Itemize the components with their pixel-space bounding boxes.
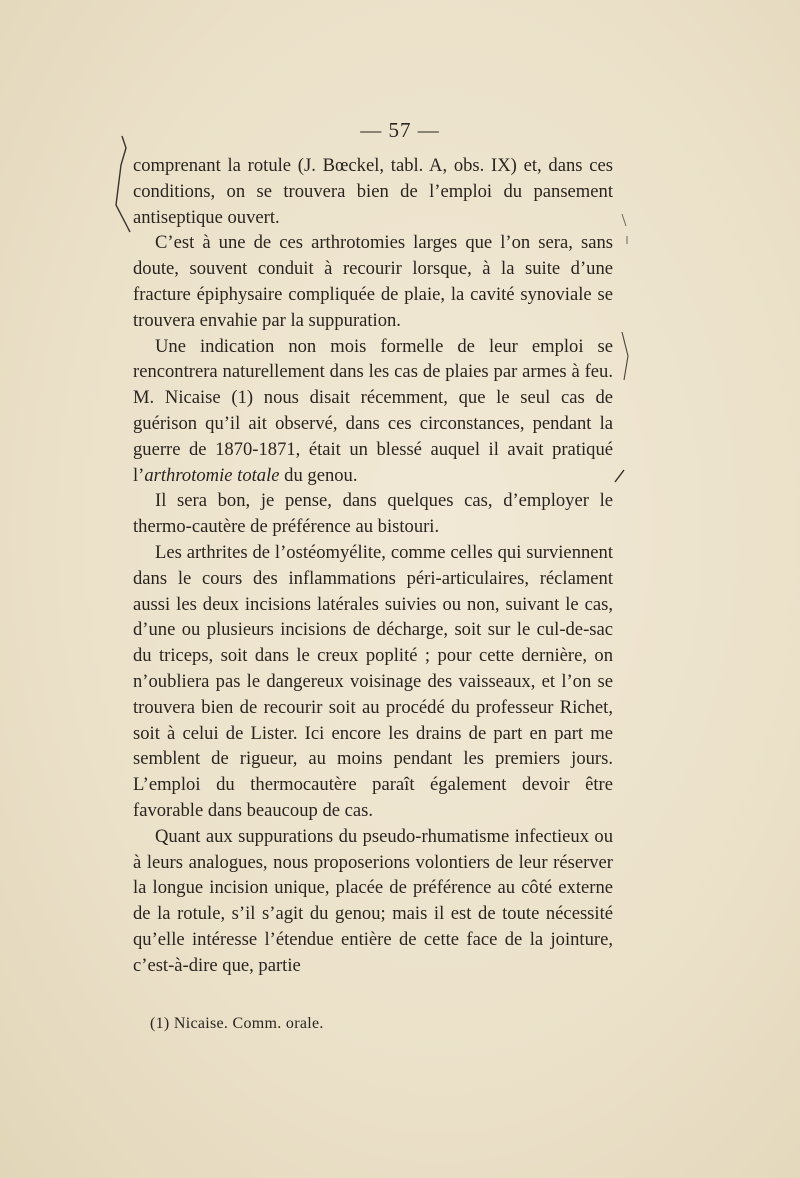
paragraph-4: Il sera bon, je pense, dans quelques cas, d’employer le thermo-cautère de préférence au bistouri.	[133, 490, 613, 538]
paragraph-2: C’est à une de ces arthrotomies larges que l’on sera, sans doute, souvent conduit à recourir lorsque, à la suite d’une fracture épiphysaire compliquée de plaie, la cavité synoviale se trouvera envahie par la suppuration.	[133, 232, 613, 331]
paragraph-3	[133, 334, 613, 489]
paragraph-1: comprenant la rotule (J. Bœckel, tabl. A, obs. IX) et, dans ces conditions, on se trouvera bien de l’emploi du pansement antiseptique ouvert.	[133, 155, 613, 228]
paragraph-3-text: Une indication non mois formelle de leur emploi se rencontrera naturellement dans les cas de plaies par armes à feu. M. Nicaise (1) nous disait récemment, que le seul cas de guérison qu’il ait observé, dans ces circonstances, pendant la guerre de 1870-1871, était un blessé auquel il avait pratiqué l’	[133, 335, 613, 486]
body-text	[133, 153, 613, 979]
right-margin-bracket-mark	[622, 332, 628, 380]
paragraph-5: Les arthrites de l’ostéomyélite, comme celles qui surviennent dans le cours des inflammations péri-articulaires, réclament aussi les deux incisions latérales suivies ou non, suivant le cas, d’une ou plusieurs incisions de décharge, soit sur le cul-de-sac du triceps, soit dans le creux poplité ; pour cette dernière, on n’oubliera pas le dangereux voisinage des vaisseaux, et l’on se trouvera bien de recourir soit au procédé du professeur Richet, soit à celui de Lister. Ici encore les drains de part en part me semblent de rigueur, au moins pendant les premiers jours. L’emploi du thermocautère paraît également devoir être favorable dans beaucoup de cas.	[133, 541, 613, 821]
page-number: — 57 —	[360, 118, 440, 142]
left-margin-bracket-mark	[116, 136, 130, 232]
right-tick-mark-1	[622, 214, 626, 226]
paragraph-3-tail: du genou.	[279, 464, 358, 486]
paragraph-3-italic: arthrotomie totale	[144, 464, 280, 486]
right-slash-mark	[615, 470, 624, 482]
footnote: (1) Nicaise. Comm. orale.	[150, 1015, 324, 1032]
paragraph-6: Quant aux suppurations du pseudo-rhumatisme infectieux ou à leurs analogues, nous proposerions volontiers de leur réserver la longue incision unique, placée de préférence au côté externe de la rotule, s’il s’agit du genou; mais il est de toute nécessité qu’elle intéresse l’étendue entière de cette face de la jointure, c’est-à-dire que, partie	[133, 825, 613, 976]
